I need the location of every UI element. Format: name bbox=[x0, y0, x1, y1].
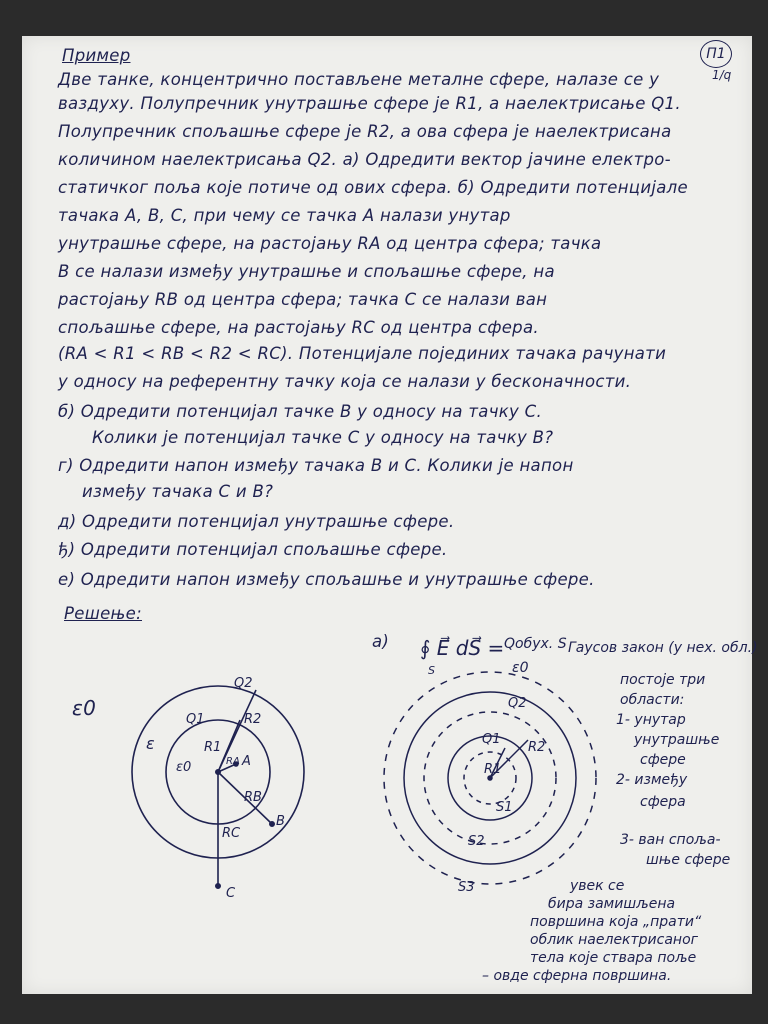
surface-note-line: бира замишљена bbox=[548, 896, 676, 912]
q1-label: Q1 bbox=[482, 732, 501, 747]
problem-line: г) Одредити напон између тачака B и C. Колики је напон bbox=[58, 456, 574, 475]
s2-label: S2 bbox=[468, 834, 485, 849]
gauss-numerator: Qобух. S bbox=[504, 636, 567, 652]
r2-label: R2 bbox=[528, 740, 546, 755]
region-item: унутрашње bbox=[634, 732, 720, 748]
center-dot bbox=[216, 770, 220, 774]
point-a-label: A bbox=[242, 754, 251, 769]
problem-line: ваздуху. Полупречник унутрашње сфере је R1, а наелектрисање Q1. bbox=[58, 94, 681, 113]
problem-line: унутрашње сфере, на растојању RA од центра сфера; тачка bbox=[58, 234, 602, 253]
example-heading: Пример bbox=[62, 46, 131, 65]
epsilon0-inner-label: ε0 bbox=[176, 760, 192, 775]
part-a-label: а) bbox=[372, 632, 390, 651]
region-item: шње сфере bbox=[646, 852, 731, 868]
problem-line: спољашње сфере, на растојању RC од центра сфера. bbox=[58, 318, 539, 337]
surface-note-line: тела које ствара поље bbox=[530, 950, 697, 966]
point-c-label: C bbox=[226, 886, 236, 901]
gauss-lhs: ∮ E⃗ dS⃗ = bbox=[420, 636, 505, 660]
page-sub-mark: 1/q bbox=[712, 68, 732, 82]
region-item: 3- ван спољa- bbox=[620, 832, 721, 848]
rc-label: RC bbox=[222, 826, 241, 841]
s1-label: S1 bbox=[496, 800, 513, 815]
r1-label: R1 bbox=[484, 762, 502, 777]
problem-line: б) Одредити потенцијал тачке B у односу на тачку C. bbox=[58, 402, 542, 421]
point-c-dot bbox=[216, 884, 220, 888]
problem-line: растојању RB од центра сфера; тачка C се налази ван bbox=[58, 290, 548, 309]
region-item: сфера bbox=[640, 794, 686, 810]
gauss-surface-sub: S bbox=[428, 664, 435, 677]
region-item: 1- унутар bbox=[616, 712, 686, 728]
problem-line: тачака A, B, C, при чему се тачка A налази унутар bbox=[58, 206, 511, 225]
problem-line: д) Одредити потенцијал унутрашње сфере. bbox=[58, 512, 455, 531]
surface-note-line: увек се bbox=[570, 878, 625, 894]
region-item: сфере bbox=[640, 752, 686, 768]
gauss-law-name: Гаусов закон (у нех. обл.) bbox=[568, 640, 758, 656]
problem-line: е) Одредити напон између спољашње и унутрашње сфере. bbox=[58, 570, 595, 589]
region-item: 2- између bbox=[616, 772, 688, 788]
left-diagram bbox=[132, 686, 304, 888]
problem-line: количином наелектрисања Q2. а) Одредити вектор јачине електро- bbox=[58, 150, 671, 169]
surface-note-line: површина која „прати“ bbox=[530, 914, 702, 930]
problem-line: (RA < R1 < RB < R2 < RC). Потенцијале појединих тачака рачунати bbox=[58, 344, 667, 363]
epsilon-label: ε bbox=[146, 734, 155, 753]
right-diagram bbox=[384, 672, 596, 884]
q1-label: Q1 bbox=[186, 712, 205, 727]
problem-line: ђ) Одредити потенцијал спољашње сфере. bbox=[58, 540, 448, 559]
point-b-dot bbox=[270, 822, 274, 826]
ra-label: RA bbox=[226, 756, 240, 767]
problem-line: Полупречник спољашње сфере је R2, а ова сфера је наелектрисана bbox=[58, 122, 672, 141]
regions-title: области: bbox=[620, 692, 685, 708]
problem-line: у односу на референтну тачку која се налази у бесконачности. bbox=[58, 372, 632, 391]
problem-line: статичког поља које потиче од ових сфера. б) Одредити потенцијале bbox=[58, 178, 688, 197]
q2-label: Q2 bbox=[508, 696, 527, 711]
s3-label: S3 bbox=[458, 880, 475, 895]
q2-label: Q2 bbox=[234, 676, 253, 691]
surface-note-line: облик наелектрисаног bbox=[530, 932, 699, 948]
rb-label: RB bbox=[244, 790, 262, 805]
epsilon0-outer-label: ε0 bbox=[72, 696, 97, 720]
problem-line: B се налази између унутрашње и спољашње сфере, на bbox=[58, 262, 555, 281]
page-number: П1 bbox=[700, 40, 732, 68]
problem-line: Колики је потенцијал тачке C у односу на тачку B? bbox=[92, 428, 554, 447]
point-b-label: B bbox=[276, 814, 285, 829]
regions-title: постоје три bbox=[620, 672, 706, 688]
problem-line: између тачака C и B? bbox=[82, 482, 274, 501]
r2-label: R2 bbox=[244, 712, 262, 727]
gauss-denominator: ε0 bbox=[512, 660, 529, 676]
problem-line: Две танке, концентрично постављене металне сфере, налазе се у bbox=[58, 70, 660, 89]
surface-note-line: – овде сферна површина. bbox=[482, 968, 672, 984]
solution-heading: Решење: bbox=[64, 604, 142, 623]
r1-label: R1 bbox=[204, 740, 222, 755]
